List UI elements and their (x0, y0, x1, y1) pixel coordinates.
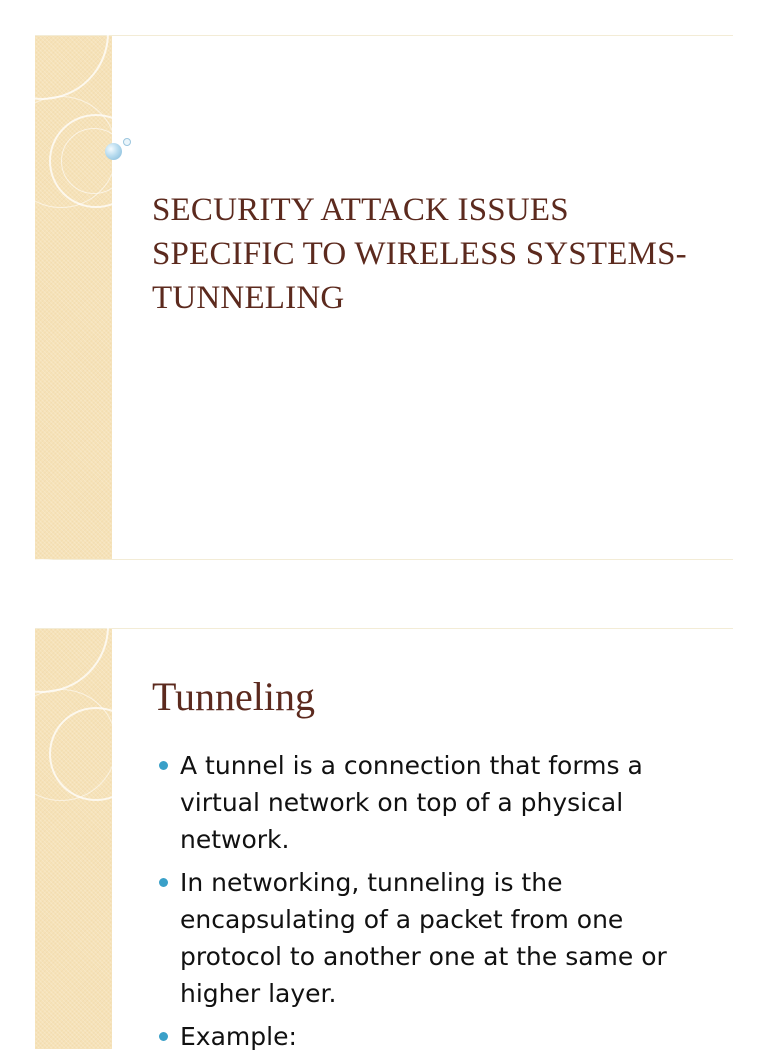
decorative-ring (0, 559, 109, 693)
bubble-icon (105, 143, 122, 160)
bullet-item (152, 1018, 712, 1055)
bullet-list (152, 747, 712, 1061)
bullet-dot-icon (159, 878, 168, 887)
bullet-text: A tunnel is a connection that forms a virtual network on top of a physical network. (180, 751, 643, 854)
bullet-item (152, 747, 712, 858)
bullet-item (152, 864, 712, 1012)
slide-title: SECURITY ATTACK ISSUES SPECIFIC TO WIRELESS SYSTEMS-TUNNELING (152, 192, 687, 316)
decorative-ring (61, 128, 127, 194)
decorative-ring (49, 707, 143, 801)
bullet-dot-icon (159, 1032, 168, 1041)
slide-tunneling (35, 628, 733, 1049)
small-bubble-icon (123, 138, 131, 146)
bullet-text: In networking, tunneling is the encapsulating of a packet from one protocol to another one at the same or higher layer. (180, 868, 667, 1008)
slide-heading: Tunneling (152, 674, 316, 719)
bullet-dot-icon (159, 761, 168, 770)
bullet-text: Example: (180, 1022, 297, 1051)
slide-title-card (35, 35, 733, 560)
decorative-side-band (35, 629, 112, 1049)
decorative-ring (0, 0, 109, 100)
decorative-side-band (35, 36, 112, 559)
